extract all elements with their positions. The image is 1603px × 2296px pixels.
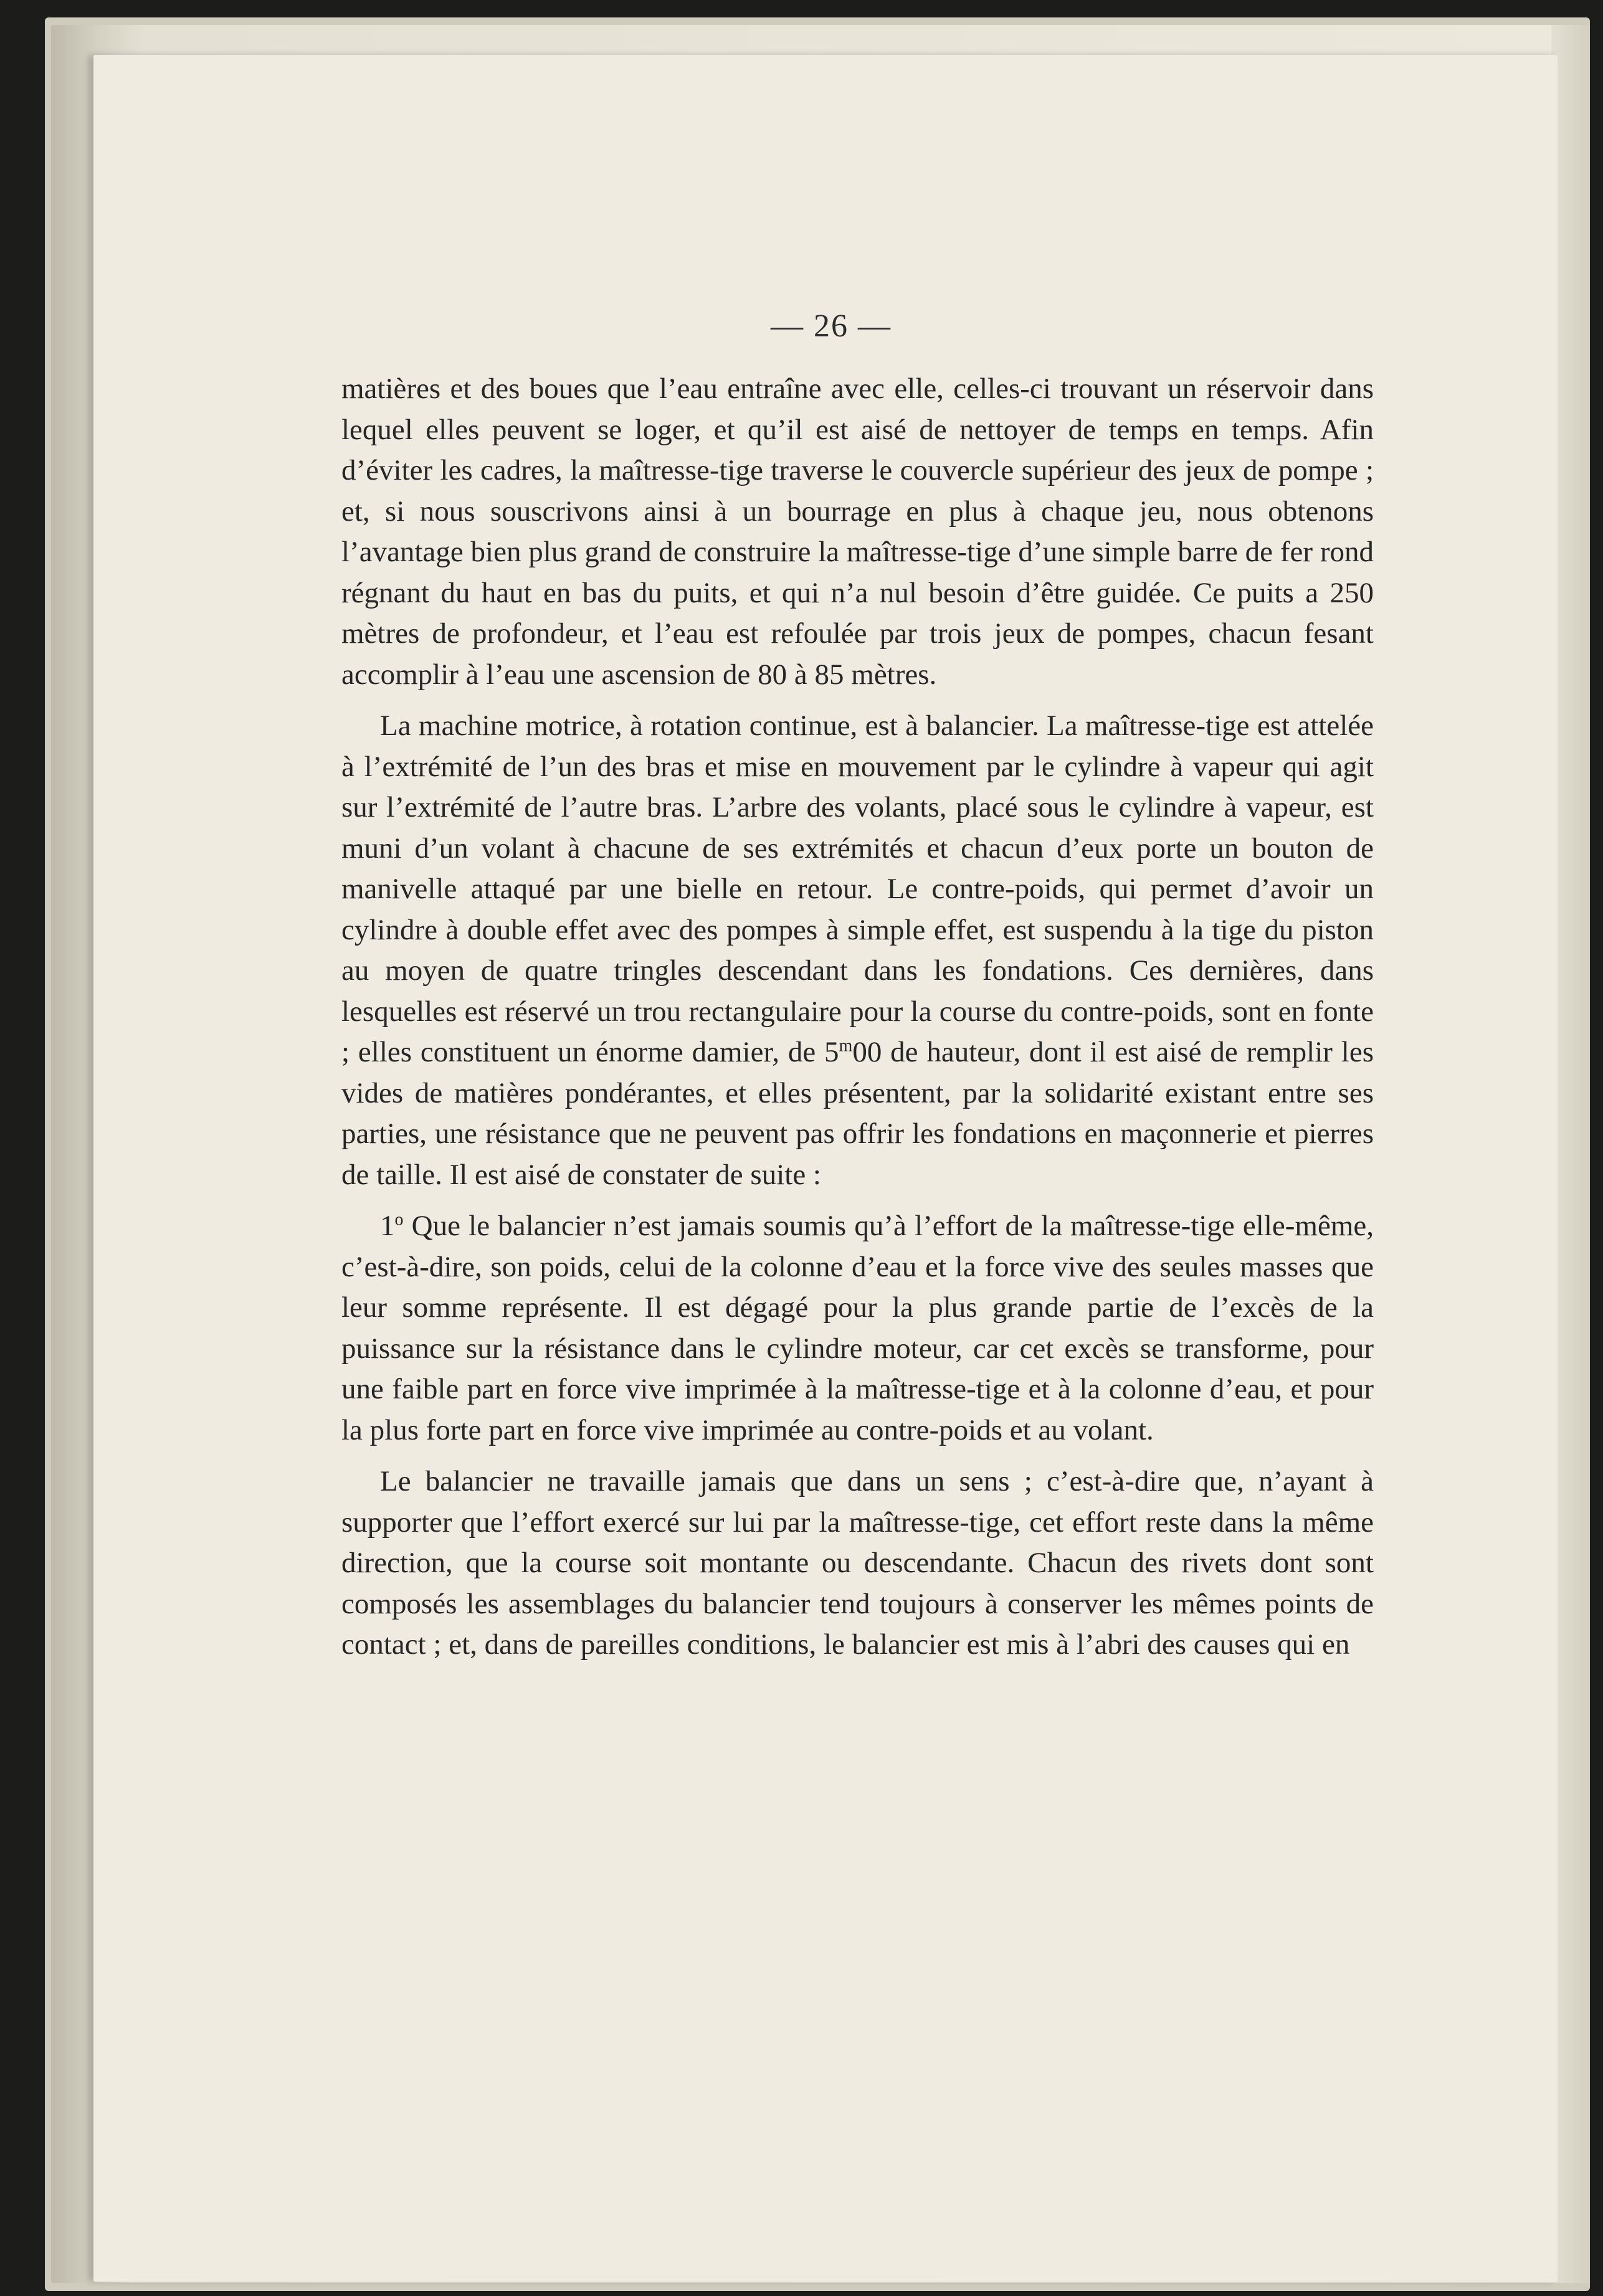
paragraph-1: matières et des boues que l’eau entraîne avec elle, celles-ci trouvant un réservoir dans lequel elles peuvent se loger, et qu’il est aisé de nettoyer de temps en temps. Afin d’éviter les cadres, la maîtresse-tige traverse le couvercle supérieur des jeux de pompe ; et, si nous souscrivons ainsi à un bourrage en plus à chaque jeu, nous obtenons l’avantage bien plus grand de construire la maîtresse-tige d’une simple barre de fer rond régnant du haut en bas du puits, et qui n’a nul besoin d’être guidée. Ce puits a 250 mètres de profondeur, et l’eau est refoulée par trois jeux de pompes, chacun fesant accomplir à l’eau une ascension de 80 à 85 mètres. bbox=[341, 372, 1374, 691]
ordinal-suffix: o bbox=[394, 1210, 404, 1230]
paragraph-4: Le balancier ne travaille jamais que dans un sens ; c’est-à-dire que, n’ayant à supporter que l’effort exercé sur lui par la maîtresse-tige, cet effort reste dans la même direction, que la course soit montante ou descendante. Chacun des rivets dont sont composés les assemblages du balancier tend toujours à conserver les mêmes points de contact ; et, dans de pareilles conditions, le balancier est mis à l’abri des causes qui en bbox=[341, 1465, 1374, 1661]
paragraph-2 bbox=[341, 706, 1374, 1195]
measure-unit: m bbox=[839, 1036, 853, 1056]
paragraph-3 bbox=[341, 1206, 1374, 1451]
measure-decimals: 00 bbox=[852, 1036, 882, 1068]
paragraph-2-continuation: de hauteur, dont il est aisé de remplir les vides de matières pondérantes, et elles présentent, par la solidarité existant entre ses parties, une résistance que ne peuvent pas offrir les fondations en maçonnerie et pierres de taille. Il est aisé de constater de suite : bbox=[341, 1036, 1374, 1191]
body-text bbox=[341, 369, 1374, 1666]
paragraph-2-text: La machine motrice, à rotation continue, est à balancier. La maîtresse-tige est attelée à l’extrémité de l’un des bras et mise en mouvement par le cylindre à vapeur qui agit sur l’extrémité de l’autre bras. L’arbre des volants, placé sous le cylindre à vapeur, est muni d’un volant à chacune de ses extrémités et chacun d’eux porte un bouton de manivelle attaqué par une bielle en retour. Le contre-poids, qui permet d’avoir un cylindre à double effet avec des pompes à simple effet, est suspendu à la tige du piston au moyen de quatre tringles descendant dans les fondations. Ces dernières, dans lesquelles est réservé un trou rectangulaire pour la course du contre-poids, sont en fonte ; elles constituent un énorme damier, de bbox=[341, 709, 1374, 1068]
paragraph-3-text: Que le balancier n’est jamais soumis qu’à l’effort de la maîtresse-tige elle-même, c’est-à-dire, son poids, celui de la colonne d’eau et la force vive des seules masses que leur somme représente. Il est dégagé pour la plus grande partie de l’excès de la puissance sur la résistance dans le cylindre moteur, car cet excès se transforme, pour une faible part en force vive imprimée à la maîtresse-tige et à la colonne d’eau, et pour la plus forte part en force vive imprimée au contre-poids et au volant. bbox=[341, 1210, 1374, 1446]
ordinal-number: 1 bbox=[380, 1210, 395, 1242]
measure-value: 5 bbox=[824, 1036, 839, 1068]
page-number: — 26 — bbox=[771, 308, 892, 344]
